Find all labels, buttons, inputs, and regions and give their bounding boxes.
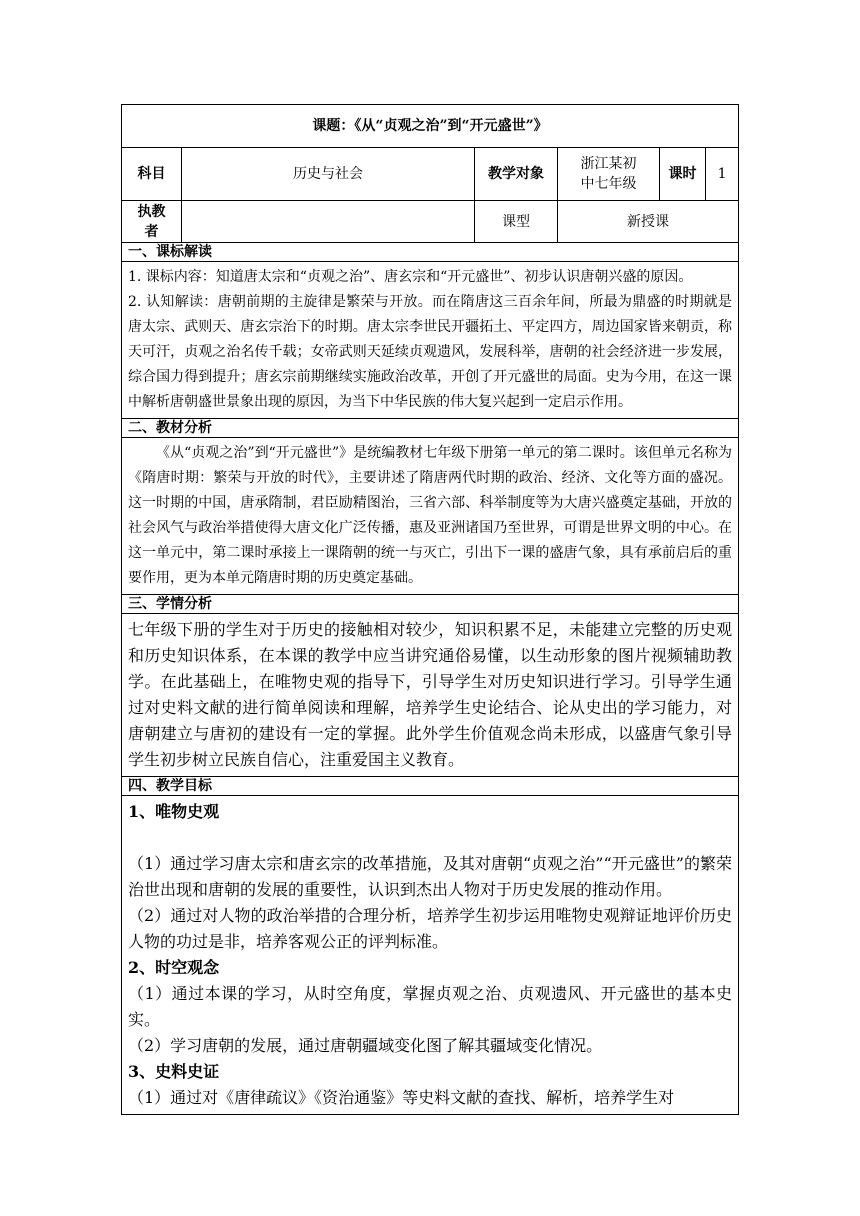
section-heading-standards: 一、课标解读 [122,243,739,262]
section-body-learners [122,614,739,777]
objective-heading-evidence: 3、史料史证 [128,1062,220,1081]
textbook-analysis: 《从“贞观之治”到“开元盛世”》是统编教材七年级下册第一单元的第二课时。该但单元名称为《隋唐时期：繁荣与开放的时代》，主要讲述了隋唐两代时期的政治、经济、文化等方面的盛况。这一时期的中国，唐承隋制，君臣励精图治，三省六部、科举制度等为大唐兴盛奠定基础，开放的社会风气与政治举措使得大唐文化广泛传播，惠及亚洲诸国乃至世界，可谓是世界文明的中心。在这一单元中，第二课时承接上一课隋朝的统一与灭亡，引出下一课的盛唐气象，具有承前启后的重要作用，更为本单元隋唐时期的历史奠定基础。 [128,445,733,586]
target-value: 浙江某初中七年级 [558,148,660,201]
objective-materialism-1: （1）通过学习唐太宗和唐玄宗的改革措施，及其对唐朝“贞观之治”“开元盛世”的繁荣治世出现和唐朝的发展的重要性，认识到杰出人物对于历史发展的推动作用。 [128,854,733,899]
lesson-plan-table [121,104,739,1115]
type-label: 课型 [475,201,558,243]
hours-label: 课时 [660,148,706,201]
section-body-textbook [122,438,739,595]
objective-heading-spacetime: 2、时空观念 [128,958,220,977]
objective-materialism-2: （2）通过对人物的政治举措的合理分析，培养学生初步运用唯物史观辩证地评价历史人物的功过是非，培养客观公正的评判标准。 [128,906,733,951]
objective-heading-materialism: 1、唯物史观 [128,802,220,821]
section-heading-objectives: 四、教学目标 [122,777,739,796]
objective-spacetime-2: （2）学习唐朝的发展，通过唐朝疆域变化图了解其疆域变化情况。 [128,1036,603,1055]
lesson-title: 课题：《从“贞观之治”到“开元盛世”》 [122,105,739,148]
objective-evidence-1: （1）通过对《唐律疏议》《资治通鉴》等史料文献的查找、解析，培养学生对 [128,1088,675,1107]
subject-label: 科目 [122,148,182,201]
learner-analysis: 七年级下册的学生对于历史的接触相对较少，知识积累不足，未能建立完整的历史观和历史知识体系，在本课的教学中应当讲究通俗易懂，以生动形象的图片视频辅助教学。在此基础上，在唯物史观的指导下，引导学生对历史知识进行学习。引导学生通过对史料文献的进行简单阅读和理解，培养学生史论结合、论从史出的学习能力，对唐朝建立与唐初的建设有一定的掌握。此外学生价值观念尚未形成，以盛唐气象引导学生初步树立民族自信心，注重爱国主义教育。 [128,620,733,769]
teacher-label: 执教者 [122,201,182,243]
objective-spacetime-1: （1）通过本课的学习，从时空角度，掌握贞观之治、贞观遗风、开元盛世的基本史实。 [128,984,733,1029]
teacher-value [182,201,475,243]
section-body-standards [122,262,739,419]
standards-content: 1. 课标内容：知道唐太宗和“贞观之治”、唐玄宗和“开元盛世”、初步认识唐朝兴盛的原因。 [128,269,693,285]
target-label: 教学对象 [475,148,558,201]
subject-value: 历史与社会 [182,148,475,201]
spacer [128,825,732,851]
lesson-plan-page [121,104,738,1115]
section-heading-learners: 三、学情分析 [122,595,739,614]
type-value: 新授课 [558,201,739,243]
hours-value: 1 [706,148,739,201]
standards-interpretation: 2. 认知解读：唐朝前期的主旋律是繁荣与开放。而在隋唐这三百余年间，所最为鼎盛的时期就是唐太宗、武则天、唐玄宗治下的时期。唐太宗李世民开疆拓土、平定四方，周边国家皆来朝贡，称天可汗，贞观之治名传千载；女帝武则天延续贞观遗风，发展科举，唐朝的社会经济进一步发展，综合国力得到提升；唐玄宗前期继续实施政治改革，开创了开元盛世的局面。史为今用，在这一课中解析唐朝盛世景象出现的原因，为当下中华民族的伟大复兴起到一定启示作用。 [128,294,733,410]
section-body-objectives [122,796,739,1115]
section-heading-textbook: 二、教材分析 [122,419,739,438]
